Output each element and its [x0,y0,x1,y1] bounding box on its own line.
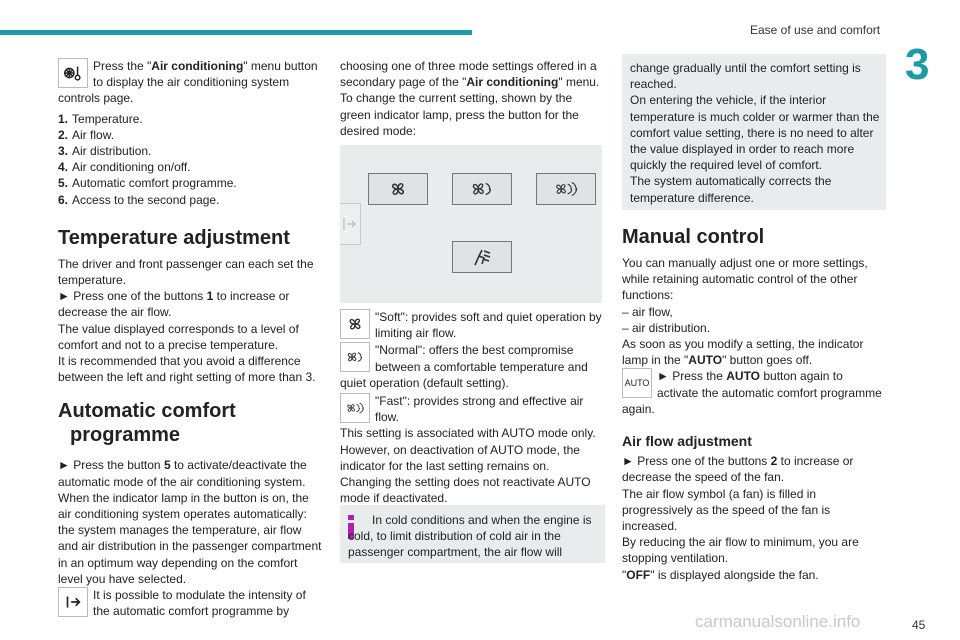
manual-paragraph: As soon as you modify a setting, the indicator lamp in the "AUTO" button goes off. [622,337,864,368]
info-text: In cold conditions and when the engine is cold, to limit distribution of cold air in the passenger compartment, the air flow will [348,513,592,559]
normal-mode-button[interactable] [452,173,512,205]
manual-list-item: – air flow, [622,304,673,319]
page-number: 45 [912,618,926,632]
column-2 [340,58,605,139]
intro-text: Press the " [93,59,152,73]
list-item: 3. Air distribution. [58,144,152,159]
column-3 [622,225,887,583]
airflow-paragraph: The air flow symbol (a fan) is filled in progressively as the speed of the fan is increased. [622,486,831,534]
auto-paragraph: When the indicator lamp in the button is on, the air conditioning system operates automatically: the system manages the temperature, air flow and air distribution in the passenger compartment in an optimum way depending on the comfort level you have selected. [58,490,322,586]
fan-icon [468,177,496,201]
intro-text-end: " menu button to display the air conditioning system controls page. [58,59,318,106]
airflow-heading: Air flow adjustment [622,433,752,450]
manual-paragraph: You can manually adjust one or more settings, while retaining automatic control of the other functions: [622,256,868,303]
auto-intensity-paragraph: It is possible to modulate the intensity of the automatic comfort programme by [58,587,323,619]
temp-paragraph: It is recommended that you avoid a difference between the left and right setting of more than 3. [58,354,316,385]
soft-description: "Soft": provides soft and quiet operation by limiting air flow. [340,309,605,341]
auto-heading: Automatic comfort programme [58,400,236,447]
airflow-paragraph: By reducing the air flow to minimum, you are stopping ventilation. [622,535,859,566]
cont-paragraph: On entering the vehicle, if the interior temperature is much colder or warmer than the comfort value setting, there is no need to alter the value displayed in order to reach more quickly the required level of comfort. [630,93,880,173]
temp-instruction: ► Press one of the buttons 1 to increase or decrease the air flow. [58,289,290,320]
mode-paragraph: To change the current setting, shown by the green indicator lamp, press the button for the desired mode: [340,91,579,138]
airflow-off-paragraph: "OFF" is displayed alongside the fan. [622,567,819,582]
second-page-tab [340,203,361,245]
seat-airflow-button[interactable] [452,241,512,273]
list-item: 6. Access to the second page. [58,192,220,207]
soft-mode-button[interactable] [368,173,428,205]
fan-icon [384,177,412,201]
manual-heading: Manual control [622,226,765,248]
soft-fan-icon [340,309,370,339]
seat-airflow-icon [468,245,496,269]
list-item: 1. Temperature. [58,111,143,126]
column-1 [58,58,323,619]
auto-button-icon: AUTO [622,368,652,398]
normal-description: "Normal": offers the best compromise between a comfortable temperature and quiet operation (default setting). [340,343,588,390]
mode-descriptions [340,309,605,506]
temp-paragraph: The value displayed corresponds to a level of comfort and not to a precise temperature. [58,321,299,352]
temperature-heading: Temperature adjustment [58,226,290,249]
auto-instruction: ► Press the button 5 to activate/deactivate the automatic mode of the air conditioning system. [58,458,307,489]
list-item: 5. Automatic comfort programme. [58,176,237,191]
temp-paragraph: The driver and front passenger can each set the temperature. [58,256,314,288]
header-title: Ease of use and comfort [750,23,881,37]
header-accent-bar [0,30,472,35]
cont-paragraph: change gradually until the comfort setting is reached. [630,61,861,92]
auto-button-paragraph: AUTO ► Press the AUTO button again to activate the automatic comfort programme again. [622,369,882,416]
manual-list-item: – air distribution. [622,320,711,335]
list-item: 4. Air conditioning on/off. [58,160,191,175]
intro-bold: Air conditioning [151,59,244,73]
ac-menu-icon [58,58,88,88]
continuation-box [622,54,886,210]
list-item: 2. Air flow. [58,127,115,142]
reactivate-paragraph: Changing the setting does not reactivate AUTO mode if deactivated. [340,475,591,506]
mode-illustration [340,145,602,303]
ac-menu-paragraph [58,58,323,107]
auto-association-paragraph: This setting is associated with AUTO mode only. However, on deactivation of AUTO mode, the indicator for the last setting remains on. [340,426,596,473]
second-page-icon [58,587,88,617]
fast-description: "Fast": provides strong and effective air flow. [340,393,605,425]
chapter-number: 3 [905,40,930,89]
cont-paragraph: The system automatically corrects the temperature difference. [630,174,832,205]
normal-fan-icon [340,342,370,372]
mode-paragraph: choosing one of three mode settings offered in a secondary page of the "Air conditioning" menu. [340,59,600,90]
fast-fan-icon [340,393,370,423]
controls-list [58,111,323,208]
fast-mode-button[interactable] [536,173,596,205]
fan-icon [552,177,580,201]
info-box [340,505,605,563]
airflow-instruction: ► Press one of the buttons 2 to increase or decrease the speed of the fan. [622,454,854,485]
watermark: carmanualsonline.info [695,612,861,631]
